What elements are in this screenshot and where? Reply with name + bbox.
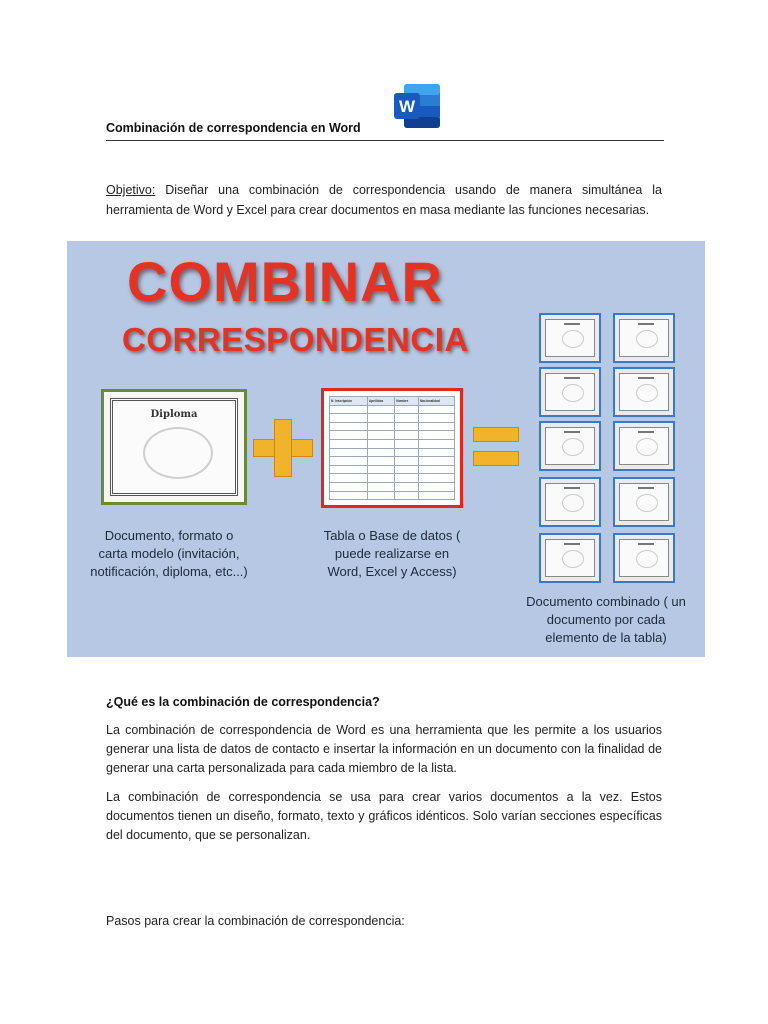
infographic-subtitle: CORRESPONDENCIA bbox=[122, 321, 469, 358]
merged-document-thumbnail bbox=[539, 533, 601, 583]
merged-document-thumbnail bbox=[539, 421, 601, 471]
merged-document-thumbnail bbox=[613, 477, 675, 527]
caption-data-table: Tabla o Base de datos ( puede realizarse en Word, Excel y Access) bbox=[323, 528, 461, 579]
caption-merged-document: Documento combinado ( un documento por cada elemento de la tabla) bbox=[526, 594, 686, 645]
table-header-cell: Apellidos bbox=[367, 397, 394, 406]
section-heading: ¿Qué es la combinación de correspondencia? bbox=[106, 695, 380, 709]
document-header-title: Combinación de correspondencia en Word bbox=[106, 121, 361, 135]
merged-document-thumbnail bbox=[539, 477, 601, 527]
objective-paragraph bbox=[106, 180, 662, 220]
table-header-cell: Nombre bbox=[395, 397, 419, 406]
merged-document-thumbnail bbox=[613, 533, 675, 583]
template-document-illustration bbox=[101, 389, 247, 505]
equals-icon bbox=[473, 421, 519, 469]
steps-heading: Pasos para crear la combinación de correspondencia: bbox=[106, 914, 405, 928]
microsoft-word-icon bbox=[392, 82, 442, 130]
merged-document-thumbnail bbox=[613, 421, 675, 471]
word-logo-letter: W bbox=[398, 97, 416, 116]
merged-document-thumbnail bbox=[613, 367, 675, 417]
diploma-heading: Diploma bbox=[150, 409, 198, 420]
plus-icon bbox=[253, 419, 313, 477]
merged-documents-grid bbox=[539, 313, 679, 589]
table-header-cell: N. Inscripción bbox=[330, 397, 368, 406]
objective-text: Diseñar una combinación de correspondencia usando de manera simultánea la herramienta de Word y Excel para crear documentos en masa mediante las funciones necesarias. bbox=[106, 183, 662, 217]
table-header-cell: Nacionalidad bbox=[418, 397, 454, 406]
header-divider bbox=[106, 140, 664, 141]
infographic-title: COMBINAR bbox=[127, 250, 443, 313]
definition-paragraph: La combinación de correspondencia de Word es una herramienta que les permite a los usuarios generar una lista de datos de contacto e insertar la información en un documento con la finalidad de generar una carta personalizada para cada miembro de la lista. bbox=[106, 723, 662, 775]
merged-document-thumbnail bbox=[539, 313, 601, 363]
merged-document-thumbnail bbox=[613, 313, 675, 363]
data-table-illustration bbox=[321, 388, 463, 508]
wreath-icon bbox=[143, 427, 213, 479]
usage-paragraph: La combinación de correspondencia se usa para crear varios documentos a la vez. Estos documentos tienen un diseño, formato, texto y gráficos idénticos. Solo varían secciones específicas del documento, que se personalizan. bbox=[106, 790, 662, 842]
caption-template-document: Documento, formato o carta modelo (invitación, notificación, diploma, etc...) bbox=[90, 528, 248, 579]
mail-merge-infographic bbox=[67, 241, 705, 657]
objective-label: Objetivo: bbox=[106, 183, 156, 197]
merged-document-thumbnail bbox=[539, 367, 601, 417]
